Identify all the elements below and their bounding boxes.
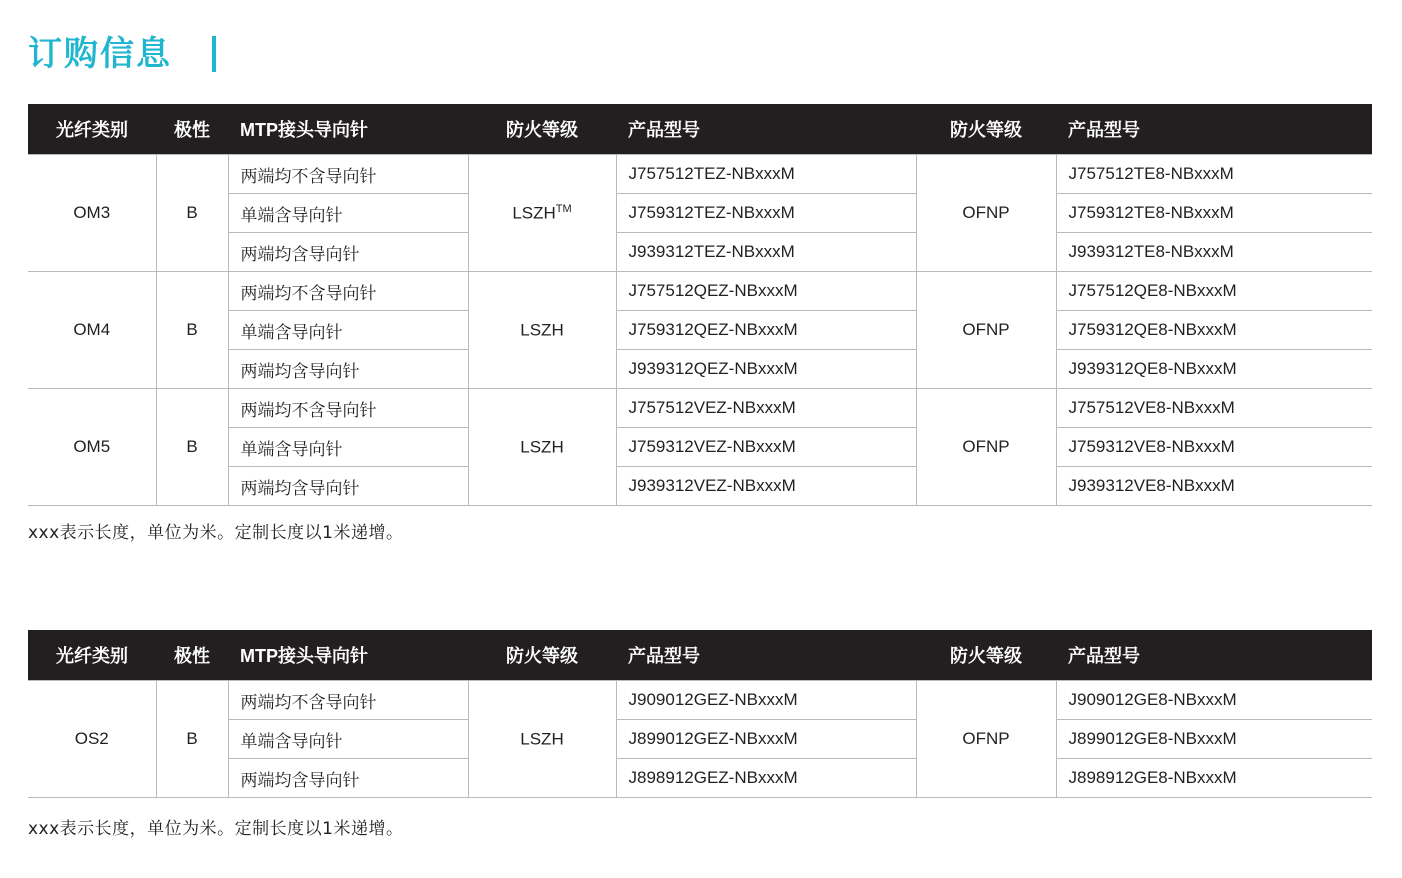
cell-polarity: B [156, 389, 228, 506]
col-header-fiber: 光纤类别 [28, 630, 156, 681]
fire-rating-1-text: LSZH [512, 203, 556, 223]
col-header-fiber: 光纤类别 [28, 104, 156, 155]
table-row [28, 194, 1372, 233]
cell-fiber: OM3 [28, 155, 156, 272]
table-row [28, 681, 1372, 720]
table-row [28, 350, 1372, 389]
cell-part-number-1: J759312QEZ-NBxxxM [616, 311, 916, 350]
cell-pin: 两端均含导向针 [228, 759, 468, 798]
cell-part-number-1: J757512TEZ-NBxxxM [616, 155, 916, 194]
table-row [28, 467, 1372, 506]
col-header-part-number-1: 产品型号 [616, 630, 916, 681]
cell-fire-rating-2: OFNP [916, 272, 1056, 389]
table-note-2: xxx表示长度，单位为米。定制长度以1米递增。 [28, 819, 404, 839]
cell-part-number-1: J759312VEZ-NBxxxM [616, 428, 916, 467]
cell-part-number-2: J909012GE8-NBxxxM [1056, 681, 1372, 720]
table-header-row [28, 104, 1372, 155]
cell-pin: 单端含导向针 [228, 720, 468, 759]
cell-fiber: OS2 [28, 681, 156, 798]
table-row [28, 311, 1372, 350]
col-header-pin: MTP接头导向针 [228, 630, 468, 681]
cell-part-number-2: J899012GE8-NBxxxM [1056, 720, 1372, 759]
cell-polarity: B [156, 681, 228, 798]
page-title: 订购信息 [28, 34, 172, 74]
cell-part-number-2: J757512QE8-NBxxxM [1056, 272, 1372, 311]
cell-pin: 两端均不含导向针 [228, 681, 468, 720]
cell-part-number-1: J909012GEZ-NBxxxM [616, 681, 916, 720]
col-header-part-number-2: 产品型号 [1056, 104, 1372, 155]
cell-polarity: B [156, 272, 228, 389]
cell-fire-rating-1 [468, 681, 616, 798]
cell-polarity: B [156, 155, 228, 272]
cell-pin: 两端均含导向针 [228, 233, 468, 272]
cell-part-number-2: J939312VE8-NBxxxM [1056, 467, 1372, 506]
cell-fire-rating-2: OFNP [916, 155, 1056, 272]
table-row [28, 759, 1372, 798]
cell-fire-rating-2: OFNP [916, 389, 1056, 506]
cell-part-number-1: J898912GEZ-NBxxxM [616, 759, 916, 798]
page-title-row [28, 36, 216, 72]
cell-part-number-2: J759312QE8-NBxxxM [1056, 311, 1372, 350]
cell-part-number-2: J759312VE8-NBxxxM [1056, 428, 1372, 467]
table-row [28, 428, 1372, 467]
table-note-1: xxx表示长度，单位为米。定制长度以1米递增。 [28, 523, 404, 543]
cell-part-number-2: J898912GE8-NBxxxM [1056, 759, 1372, 798]
col-header-fire-rating-1: 防火等级 [468, 630, 616, 681]
col-header-part-number-1: 产品型号 [616, 104, 916, 155]
title-accent-bar [212, 36, 216, 72]
cell-part-number-2: J757512TE8-NBxxxM [1056, 155, 1372, 194]
cell-part-number-2: J939312TE8-NBxxxM [1056, 233, 1372, 272]
fire-rating-1-text: LSZH [520, 437, 564, 457]
table-row [28, 720, 1372, 759]
cell-pin: 两端均含导向针 [228, 467, 468, 506]
cell-pin: 两端均不含导向针 [228, 272, 468, 311]
cell-part-number-2: J757512VE8-NBxxxM [1056, 389, 1372, 428]
table-row [28, 272, 1372, 311]
cell-fire-rating-1 [468, 389, 616, 506]
table-row [28, 155, 1372, 194]
cell-part-number-1: J757512VEZ-NBxxxM [616, 389, 916, 428]
cell-fiber: OM4 [28, 272, 156, 389]
cell-pin: 单端含导向针 [228, 428, 468, 467]
table-row [28, 233, 1372, 272]
fire-rating-1-superscript: TM [555, 202, 572, 215]
cell-fire-rating-2: OFNP [916, 681, 1056, 798]
col-header-fire-rating-2: 防火等级 [916, 630, 1056, 681]
col-header-polarity: 极性 [156, 630, 228, 681]
col-header-pin: MTP接头导向针 [228, 104, 468, 155]
col-header-polarity: 极性 [156, 104, 228, 155]
cell-fire-rating-1 [468, 155, 616, 272]
cell-part-number-2: J939312QE8-NBxxxM [1056, 350, 1372, 389]
col-header-fire-rating-1: 防火等级 [468, 104, 616, 155]
cell-pin: 两端均不含导向针 [228, 389, 468, 428]
cell-pin: 两端均不含导向针 [228, 155, 468, 194]
cell-fiber: OM5 [28, 389, 156, 506]
cell-pin: 两端均含导向针 [228, 350, 468, 389]
fire-rating-1-text: LSZH [520, 320, 564, 340]
table-header-row [28, 630, 1372, 681]
fire-rating-1-text: LSZH [520, 729, 564, 749]
cell-pin: 单端含导向针 [228, 194, 468, 233]
singlemode-ordering-table [28, 630, 1372, 798]
cell-part-number-1: J939312QEZ-NBxxxM [616, 350, 916, 389]
cell-fire-rating-1 [468, 272, 616, 389]
table-row [28, 389, 1372, 428]
cell-part-number-2: J759312TE8-NBxxxM [1056, 194, 1372, 233]
col-header-part-number-2: 产品型号 [1056, 630, 1372, 681]
multimode-ordering-table [28, 104, 1372, 506]
cell-pin: 单端含导向针 [228, 311, 468, 350]
cell-part-number-1: J939312VEZ-NBxxxM [616, 467, 916, 506]
cell-part-number-1: J899012GEZ-NBxxxM [616, 720, 916, 759]
col-header-fire-rating-2: 防火等级 [916, 104, 1056, 155]
cell-part-number-1: J759312TEZ-NBxxxM [616, 194, 916, 233]
cell-part-number-1: J939312TEZ-NBxxxM [616, 233, 916, 272]
cell-part-number-1: J757512QEZ-NBxxxM [616, 272, 916, 311]
